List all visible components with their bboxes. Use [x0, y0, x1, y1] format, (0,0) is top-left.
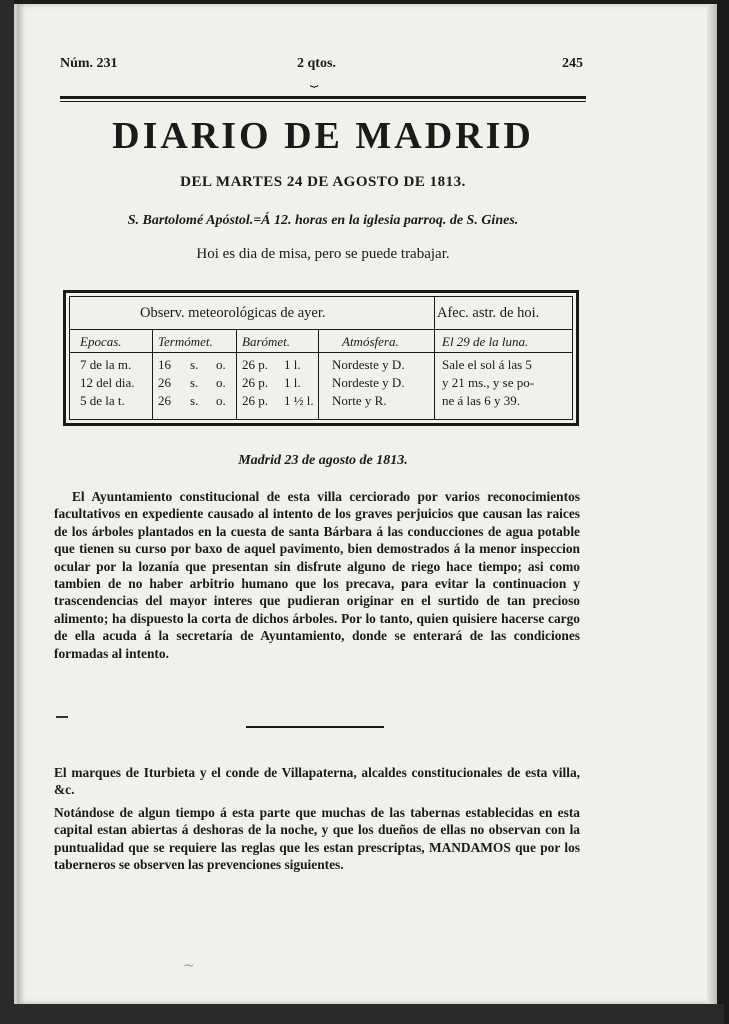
row-atmos: Nordeste y D.	[332, 375, 405, 390]
row-baro-l: 1 l.	[284, 375, 301, 390]
weather-heading: Observ. meteorológicas de ayer.	[140, 305, 326, 321]
astro-heading: Afec. astr. de hoi.	[437, 305, 540, 321]
column-divider	[236, 329, 237, 419]
row-epoca: 5 de la t.	[80, 393, 125, 408]
row-baro: 26 p.	[242, 393, 268, 408]
row-termo: 16	[158, 357, 171, 372]
weather-table	[63, 290, 579, 426]
col-atmosfera: Atmósfera.	[342, 334, 399, 349]
page-bottom-shadow	[14, 1004, 724, 1024]
row-termo-s: s.	[190, 357, 199, 372]
row-epoca: 12 del dia.	[80, 375, 135, 390]
table-rule	[70, 329, 572, 330]
weather-table-inner-border	[69, 296, 573, 420]
section-separator	[246, 726, 384, 728]
row-termo-o: o.	[216, 357, 226, 372]
luna-line: y 21 ms., y se po-	[442, 375, 535, 390]
issue-number: Núm. 231	[60, 56, 118, 71]
row-termo-o: o.	[216, 375, 226, 390]
row-baro: 26 p.	[242, 375, 268, 390]
col-termometro: Termómet.	[158, 334, 213, 349]
article-tabernas: Notándose de algun tiempo á esta parte que muchas de las tabernas establecidas en esta capital estan abiertas á deshoras de la noche, y que los dueños de ellas no observan con la puntualidad que se requiere las reglas que les estan prescriptas, MANDAMOS que por los taberneros se observen las prevenciones siguientes.	[54, 805, 580, 873]
row-termo: 26	[158, 375, 171, 390]
col-epocas: Epocas.	[80, 334, 122, 349]
row-baro-l: 1 ½ l.	[284, 393, 314, 408]
header-rule-thick	[60, 96, 586, 99]
article-alcaldes-heading: El marques de Iturbieta y el conde de Villapaterna, alcaldes constitucionales de esta villa, &c.	[54, 765, 580, 798]
margin-mark	[56, 716, 68, 718]
row-atmos: Norte y R.	[332, 393, 387, 408]
row-termo: 26	[158, 393, 171, 408]
row-termo-s: s.	[190, 393, 199, 408]
col-barometro: Barómet.	[242, 334, 291, 349]
page-edge	[707, 4, 717, 1004]
row-baro-l: 1 l.	[284, 357, 301, 372]
article-dateline: Madrid 23 de agosto de 1813.	[238, 453, 408, 468]
header-rule-thin	[60, 101, 586, 102]
saint-of-day: S. Bartolomé Apóstol.=Á 12. horas en la iglesia parroq. de S. Gines.	[127, 213, 519, 228]
page-number: 245	[562, 56, 583, 71]
row-baro: 26 p.	[242, 357, 268, 372]
column-divider	[152, 329, 153, 419]
column-divider	[434, 297, 435, 419]
table-rule	[70, 352, 572, 353]
col-luna: El 29 de la luna.	[442, 334, 529, 349]
masthead-title: DIARIO DE MADRID	[112, 115, 534, 157]
row-termo-s: s.	[190, 375, 199, 390]
row-atmos: Nordeste y D.	[332, 357, 405, 372]
row-termo-o: o.	[216, 393, 226, 408]
issue-date: DEL MARTES 24 DE AGOSTO DE 1813.	[180, 174, 466, 190]
pencil-mark: ~	[183, 958, 195, 974]
luna-line: ne á las 6 y 39.	[442, 393, 520, 408]
mass-notice: Hoi es dia de misa, pero se puede trabajar.	[196, 246, 450, 262]
luna-line: Sale el sol á las 5	[442, 357, 532, 372]
row-epoca: 7 de la m.	[80, 357, 132, 372]
price-quotas: 2 qtos.	[297, 56, 336, 71]
book-spine	[0, 0, 14, 1024]
brace-ornament-icon: ⏟	[310, 72, 319, 88]
article-ayuntamiento: El Ayuntamiento constitucional de esta villa cerciorado por varios reconocimientos facultativos en expediente causado al intento de los graves perjuicios que causan las raices de los árboles plantados en la cuesta de santa Bárbara á las conducciones de agua potable que tienen su curso por baxo de aquel pavimento, bien demostrados á la menor inspeccion ocular por la lozanía que presentan sin disfrute alguno de riego hace tiempo; asi como tambien de no haber arbitrio humano que los precava, para evitar la continuacion y trascendencias del mayor interes que pudieran originar en el surtido de tan precioso alimento; ha dispuesto la corta de dichos árboles. Por lo tanto, quien quisiere hacerse cargo de ella acuda á la secretaría de Ayuntamiento, donde se enterará de las condiciones formadas al intento.	[54, 489, 580, 661]
column-divider	[318, 329, 319, 419]
